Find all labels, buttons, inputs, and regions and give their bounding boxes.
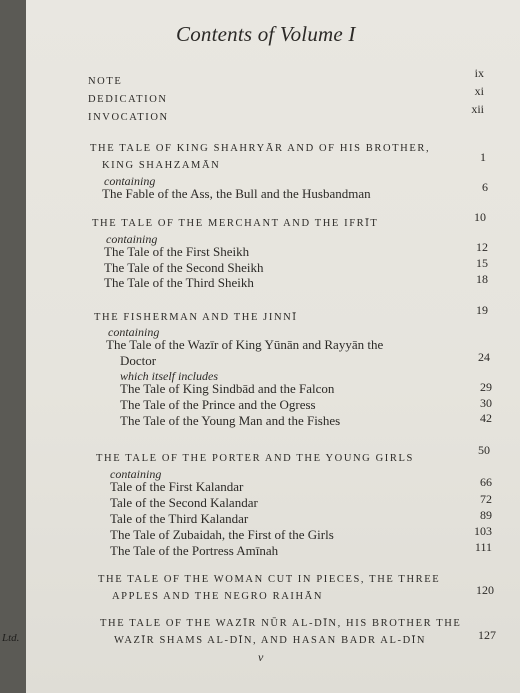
toc-sub-entry-page: 30 xyxy=(480,396,492,410)
containing-label: containing xyxy=(104,174,156,188)
book-page xyxy=(26,0,520,693)
toc-entry-page: 24 xyxy=(478,350,490,364)
front-matter-note-page: ix xyxy=(474,66,484,80)
adjacent-page-text: Ltd. xyxy=(2,632,20,644)
toc-entry-page: 18 xyxy=(476,272,488,286)
front-matter-dedication-page: xi xyxy=(474,84,484,98)
toc-entry: Doctor xyxy=(120,353,157,368)
section-title-line: THE TALE OF THE PORTER AND THE YOUNG GIRLS xyxy=(96,453,414,464)
section-title-line: THE TALE OF THE MERCHANT AND THE IFRĪT xyxy=(92,218,379,229)
section-title-line: WAZĪR SHAMS AL-DĪN, AND HASAN BADR AL-DĪN xyxy=(114,635,427,646)
toc-entry: The Tale of the First Sheikh xyxy=(104,244,250,259)
toc-entry-page: 66 xyxy=(480,475,492,489)
toc-entry: The Fable of the Ass, the Bull and the Husbandman xyxy=(102,186,371,201)
toc-entry-page: 89 xyxy=(480,508,492,522)
page-number-footer: v xyxy=(258,650,264,664)
front-matter-dedication: DEDICATION xyxy=(88,94,168,105)
section-title-line: THE FISHERMAN AND THE JINNĪ xyxy=(94,312,298,323)
toc-entry-page: 103 xyxy=(474,524,492,538)
section-page: 10 xyxy=(474,210,486,224)
containing-label: containing xyxy=(110,467,162,481)
toc-entry: Tale of the First Kalandar xyxy=(110,479,244,494)
section-page: 19 xyxy=(476,303,488,317)
toc-entry: Tale of the Second Kalandar xyxy=(110,495,258,510)
toc-sub-entry: The Tale of King Sindbād and the Falcon xyxy=(120,381,335,396)
section-page: 120 xyxy=(476,583,494,597)
toc-entry: The Tale of the Third Sheikh xyxy=(104,275,254,290)
toc-entry-page: 12 xyxy=(476,240,488,254)
section-title-line: THE TALE OF THE WAZĪR NŪR AL-DĪN, HIS BROTHER THE xyxy=(100,618,462,629)
front-matter-note: NOTE xyxy=(88,76,123,87)
toc-sub-entry-page: 42 xyxy=(480,411,492,425)
front-matter-invocation-page: xii xyxy=(471,102,484,116)
containing-label: containing xyxy=(106,232,158,246)
page-title: Contents of Volume I xyxy=(176,22,356,46)
toc-entry-page: 72 xyxy=(480,492,492,506)
toc-sub-entry-page: 29 xyxy=(480,380,492,394)
toc-entry-page: 111 xyxy=(474,540,492,554)
toc-entry-page: 15 xyxy=(476,256,488,270)
section-title-line: THE TALE OF THE WOMAN CUT IN PIECES, THE THREE xyxy=(98,574,441,585)
section-page: 1 xyxy=(480,150,486,164)
toc-sub-entry: The Tale of the Young Man and the Fishes xyxy=(120,413,341,428)
section-page: 127 xyxy=(478,628,496,642)
section-title-line: APPLES AND THE NEGRO RAIHĀN xyxy=(112,591,324,602)
containing-label: containing xyxy=(108,325,160,339)
toc-entry: The Tale of the Portress Amīnah xyxy=(110,543,279,558)
section-title-line: KING SHAHZAMĀN xyxy=(102,160,221,171)
toc-entry: The Tale of the Wazīr of King Yūnān and Rayyān the xyxy=(106,337,384,352)
toc-entry: The Tale of the Second Sheikh xyxy=(104,260,264,275)
toc-entry: Tale of the Third Kalandar xyxy=(110,511,249,526)
front-matter-invocation: INVOCATION xyxy=(88,112,169,123)
toc-sub-entry: The Tale of the Prince and the Ogress xyxy=(120,397,316,412)
toc-entry: The Tale of Zubaidah, the First of the Girls xyxy=(110,527,334,542)
section-title-line: THE TALE OF KING SHAHRYĀR AND OF HIS BROTHER, xyxy=(90,143,431,154)
section-page: 50 xyxy=(478,443,490,457)
which-itself-includes-label: which itself includes xyxy=(120,369,218,383)
toc-entry-page: 6 xyxy=(482,180,488,194)
